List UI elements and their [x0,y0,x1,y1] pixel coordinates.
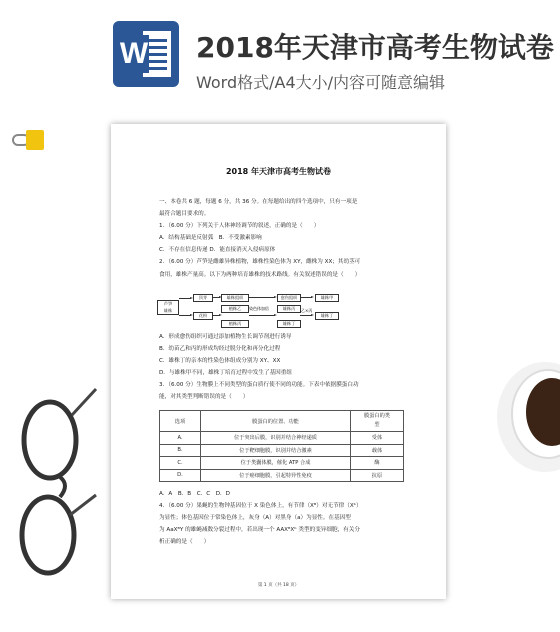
question-option: A．A B．B C．C D．D [159,491,230,497]
diagram-node: 雄株丁 [277,320,301,328]
document-body-continued [159,488,404,548]
question-option: A．形成愈伤组织可通过添加植物生长调节剂进行诱导 [159,333,292,340]
question-stem: 为显性；体色基因位于常染色体上，灰身（A）对黑身（a）为显性。在基因型 [159,515,351,522]
table-cell: 受体 [351,432,404,445]
table-cell: 酶 [351,457,404,470]
table-row [160,469,404,482]
table-cell: D. [160,469,201,482]
section-intro-line: 一、本卷共 6 题，每题 6 分，共 36 分。在每题给出的四个选项中，只有一项是 [159,199,358,205]
table-cell: 位于类囊体膜，催化 ATP 合成 [201,457,351,470]
diagram-node: 雄株丙 [277,305,301,313]
diagram-arrow [249,297,275,298]
table-cell: 抗原 [351,469,404,482]
membrane-protein-table [159,410,404,482]
question-stem: 析正确的是（ ） [159,539,210,546]
diagram-arrow [212,297,220,298]
question-stem: 3．（6.00 分）生物膜上不同类型的蛋白质行使不同的功能。下表中依据膜蛋白功 [159,382,359,389]
table-header-row [160,411,404,432]
table-header-cell: 选项 [160,411,201,432]
word-icon-line [147,39,167,42]
table-cell: B. [160,444,201,457]
table-header-cell: 膜蛋白的类 型 [351,411,404,432]
diagram-edge-label: 染色体加倍 [249,306,269,311]
table-cell: 位于突出后膜，识别并结合神经递质 [201,432,351,445]
word-icon-line [147,46,167,49]
diagram-edge-label: 乙×丙 [301,308,313,313]
diagram-arrow [300,315,312,316]
diagram-node: 愈伤组织 [277,294,301,302]
page-subtitle: Word格式/A4大小/内容可随意编辑 [196,73,446,92]
table-cell: C. [160,457,201,470]
binder-clip-icon [12,128,46,152]
diagram-node: 雄株丁 [315,312,339,320]
word-icon-line [147,53,167,56]
page-footer: 第 1 页（共 18 页） [257,583,300,588]
question-option: B．幼苗乙和丙的形成均经过脱分化和再分化过程 [159,345,281,352]
page-title: 2018年天津市高考生物试卷 [196,31,554,64]
diagram-node: 植株丙 [221,320,249,328]
diagram-arrow [249,315,275,316]
table-row [160,457,404,470]
document-title: 2018 年天津市高考生物试卷 [225,167,332,176]
table-cell: 位于靶细胞膜，识别并结合激素 [201,444,351,457]
breeding-flow-diagram [157,290,357,330]
page-header [0,0,560,110]
word-icon-letter: W [119,35,149,73]
diagram-node: 雄株甲 [315,294,339,302]
question-stem: 4．（6.00 分）果蝇的生物钟基因位于 X 染色体上，有节律（Xᴮ）对无节律（Xᵇ） [159,503,362,510]
diagram-node: 雄株组织 [221,294,249,302]
question-stem: 能，对其类型判断错误的是（ ） [159,394,249,401]
diagram-arrow [179,298,191,299]
question-stem: 为 AaXᴮY 的雄蝇减数分裂过程中，若出现一个 AAXᴮXᵇ 类型的变异细胞，有关分 [159,527,360,534]
diagram-arrow [212,315,220,316]
diagram-arrow [179,315,191,316]
question-stem: 2．（6.00 分）芦笋是雌雄异株植物，雄株性染色体为 XY，雌株为 XX；其幼茎可 [159,259,361,266]
eyeglasses-icon [10,385,100,585]
diagram-node: 顶芽 [193,294,213,302]
table-cell: 位于癌细胞膜，引起特异性免疫 [201,469,351,482]
question-option: A．结构基础是反射弧 B．不受激素影响 [159,235,262,242]
diagram-arrow [300,297,312,298]
diagram-node-start: 芦笋 雄株 [157,300,179,315]
diagram-node: 花粉 [193,312,213,320]
question-option: D．与雄株甲不同，雄株丁培育过程中发生了基因重组 [159,369,292,376]
clip-body [26,130,44,150]
question-option: C．不存在信息传递 D．能直接消灭入侵病原体 [159,247,276,254]
table-cell: 载体 [351,444,404,457]
word-icon-line [147,60,167,63]
coffee-cup-icon [490,352,560,472]
question-stem: 食用，雄株产量高。以下为两种培育雄株的技术路线。有关叙述错误的是（ ） [159,271,361,278]
table-row [160,432,404,445]
question-option: C．雄株丁的亲本的性染色体组成分别为 XY、XX [159,357,281,364]
word-document-icon [113,21,179,87]
question-stem: 1．（6.00 分）下列关于人体神经调节的叙述，正确的是（ ） [159,223,320,230]
diagram-node: 植株乙 [221,305,249,313]
section-intro-line: 最符合题目要求的。 [159,211,210,218]
table-header-cell: 膜蛋白的位置、功能 [201,411,351,432]
word-icon-line [147,67,167,70]
table-cell: A. [160,432,201,445]
table-row [160,444,404,457]
document-page [111,124,446,599]
